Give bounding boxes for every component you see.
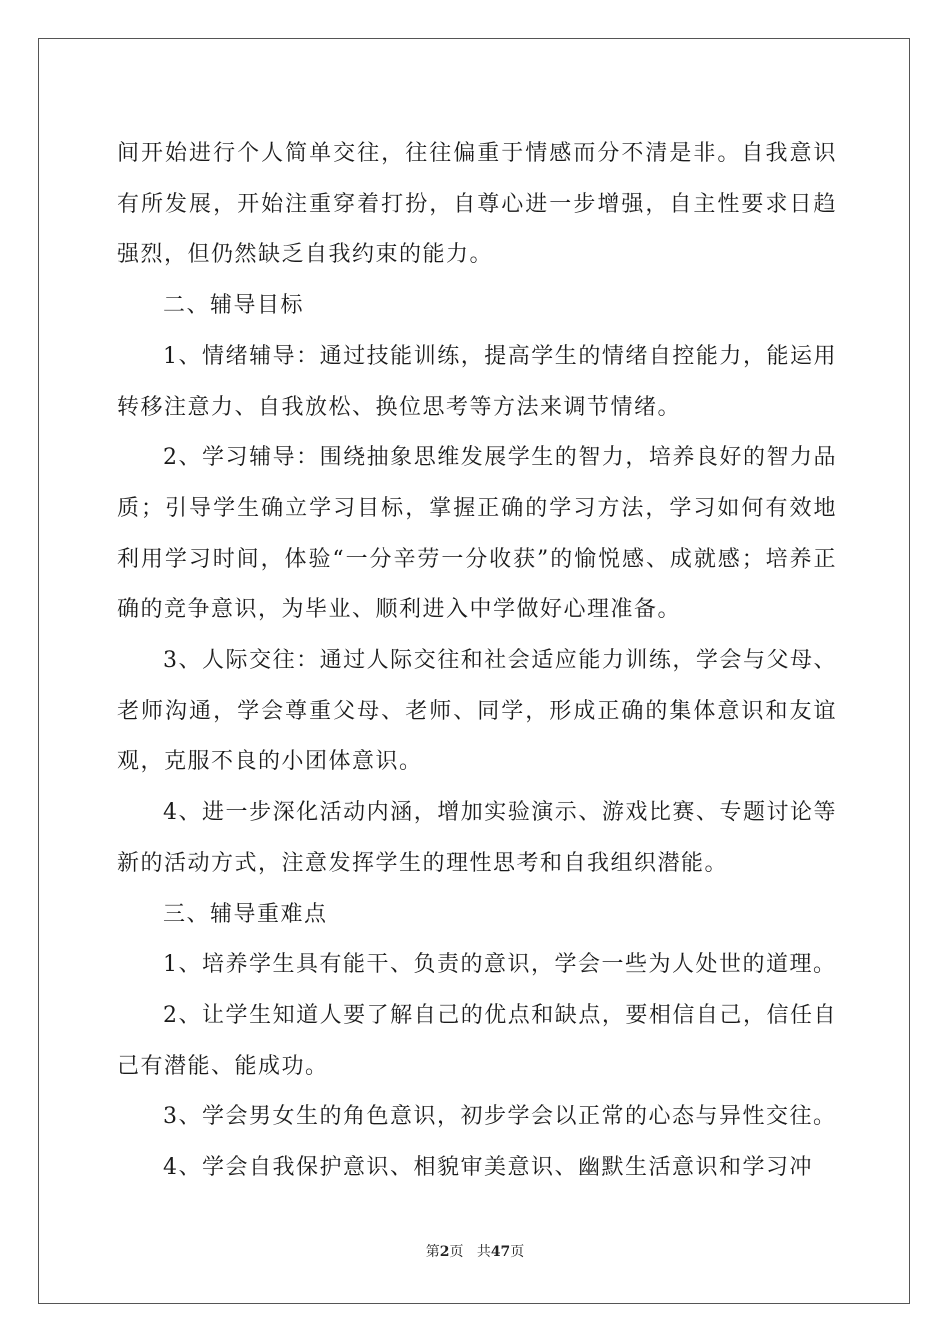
paragraph: 1、培养学生具有能干、负责的意识，学会一些为人处世的道理。 bbox=[163, 952, 837, 978]
page-total: 47 bbox=[490, 1244, 511, 1260]
paragraph: 1、情绪辅导：通过技能训练，提高学生的情绪自控能力，能运用转移注意力、自我放松、换位思考等方法来调节情绪。 bbox=[117, 343, 837, 420]
total-suffix: 页 bbox=[510, 1244, 525, 1260]
page-suffix: 页 bbox=[449, 1244, 464, 1260]
paragraph: 4、学会自我保护意识、相貌审美意识、幽默生活意识和学习冲 bbox=[163, 1155, 813, 1181]
paragraph: 3、人际交往：通过人际交往和社会适应能力训练，学会与父母、老师沟通，学会尊重父母、老师、同学，形成正确的集体意识和友谊观，克服不良的小团体意识。 bbox=[117, 648, 837, 775]
page-prefix: 第 bbox=[425, 1244, 440, 1260]
section-heading: 三、辅导重难点 bbox=[163, 901, 328, 927]
section-heading: 二、辅导目标 bbox=[163, 293, 305, 319]
document-body bbox=[117, 129, 837, 1194]
paragraph: 3、学会男女生的角色意识，初步学会以正常的心态与异性交往。 bbox=[163, 1104, 837, 1130]
paragraph: 2、让学生知道人要了解自己的优点和缺点，要相信自己，信任自己有潜能、能成功。 bbox=[117, 1002, 837, 1079]
total-prefix: 共 bbox=[476, 1244, 491, 1260]
page-footer bbox=[0, 1241, 950, 1261]
paragraph: 间开始进行个人简单交往，往往偏重于情感而分不清是非。自我意识有所发展，开始注重穿着打扮，自尊心进一步增强，自主性要求日趋强烈，但仍然缺乏自我约束的能力。 bbox=[117, 141, 837, 268]
page-current: 2 bbox=[439, 1244, 450, 1260]
paragraph: 2、学习辅导：围绕抽象思维发展学生的智力，培养良好的智力品质；引导学生确立学习目标，掌握正确的学习方法，学习如何有效地利用学习时间，体验“一分辛劳一分收获”的愉悦感、成就感；培养正确的竞争意识，为毕业、顺利进入中学做好心理准备。 bbox=[117, 445, 837, 623]
paragraph: 4、进一步深化活动内涵，增加实验演示、游戏比赛、专题讨论等新的活动方式，注意发挥学生的理性思考和自我组织潜能。 bbox=[117, 800, 837, 876]
